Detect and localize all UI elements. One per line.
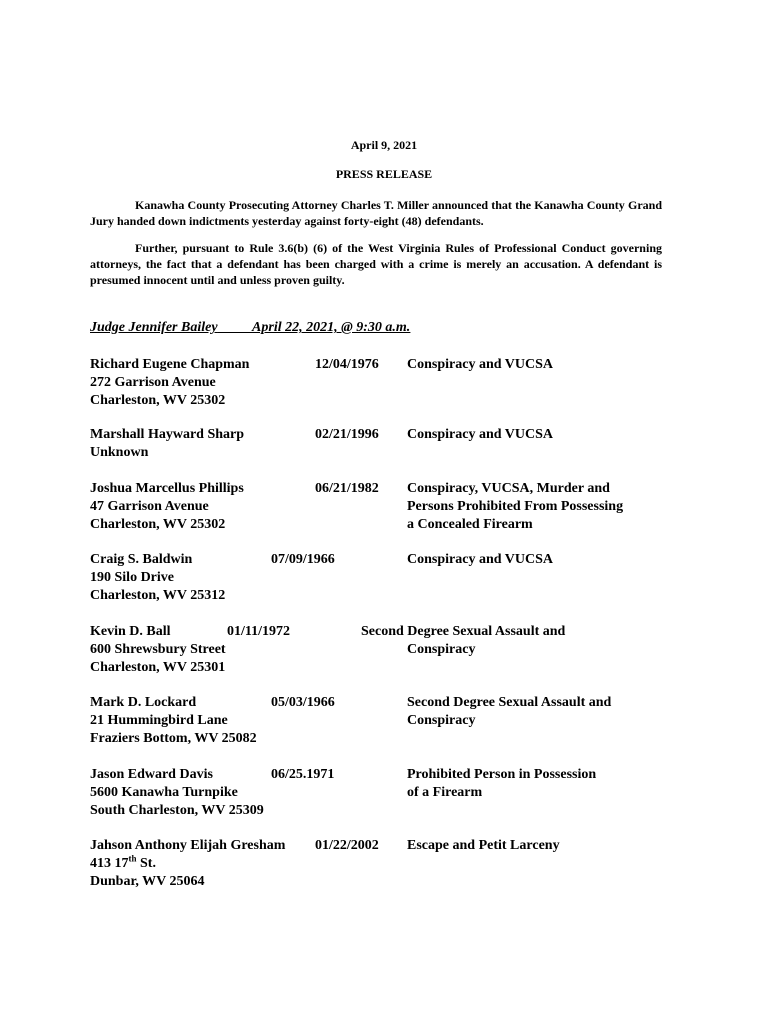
street-suffix: St.: [136, 856, 156, 871]
defendant-address: [90, 855, 156, 873]
judge-heading: [90, 320, 410, 336]
defendant-address: Charleston, WV 25301: [90, 660, 226, 675]
defendant-charge: Conspiracy: [407, 642, 476, 657]
defendant-address: 21 Hummingbird Lane: [90, 713, 228, 728]
release-date: April 9, 2021: [350, 138, 418, 152]
defendant-dob: 01/11/1972: [227, 624, 291, 639]
defendant-dob: 06/21/1982: [315, 481, 379, 496]
defendant-address: South Charleston, WV 25309: [90, 803, 264, 818]
defendant-address: 5600 Kanawha Turnpike: [90, 785, 238, 800]
defendant-address: 47 Garrison Avenue: [90, 499, 209, 514]
defendant-name: Joshua Marcellus Phillips: [90, 481, 244, 496]
defendant-charge: Second Degree Sexual Assault and: [407, 695, 612, 710]
defendant-charge: Second Degree Sexual Assault and: [361, 624, 566, 639]
defendant-name: Jahson Anthony Elijah Gresham: [90, 838, 286, 853]
defendant-dob: 01/22/2002: [315, 838, 379, 853]
defendant-charge: a Concealed Firearm: [407, 517, 533, 532]
defendant-charge: Conspiracy and VUCSA: [407, 357, 553, 372]
defendant-address: Charleston, WV 25302: [90, 517, 226, 532]
street-number: 413 17: [90, 856, 129, 871]
defendant-name: Kevin D. Ball: [90, 624, 171, 639]
defendant-charge: Conspiracy: [407, 713, 476, 728]
defendant-dob: 02/21/1996: [315, 427, 379, 442]
defendant-address: 600 Shrewsbury Street: [90, 642, 226, 657]
defendant-charge: Escape and Petit Larceny: [407, 838, 560, 853]
intro-paragraph: Kanawha County Prosecuting Attorney Charles T. Miller announced that the Kanawha County Grand Jury handed down indictments yesterday against forty-eight (48) defendants.: [90, 198, 662, 228]
release-title: PRESS RELEASE: [335, 167, 433, 181]
defendant-dob: 07/09/1966: [271, 552, 335, 567]
judge-name: Judge Jennifer Bailey: [90, 320, 218, 335]
defendant-name: Richard Eugene Chapman: [90, 357, 250, 372]
defendant-dob: 06/25.1971: [271, 767, 335, 782]
defendant-name: Jason Edward Davis: [90, 767, 213, 782]
defendant-charge: of a Firearm: [407, 785, 483, 800]
defendant-address: Charleston, WV 25302: [90, 393, 226, 408]
defendant-address: Fraziers Bottom, WV 25082: [90, 731, 257, 746]
defendant-address: Unknown: [90, 445, 149, 460]
defendant-charge: Persons Prohibited From Possessing: [407, 499, 624, 514]
defendant-charge: Conspiracy and VUCSA: [407, 427, 553, 442]
defendant-name: Craig S. Baldwin: [90, 552, 193, 567]
defendant-address: 190 Silo Drive: [90, 570, 174, 585]
defendant-address: Dunbar, WV 25064: [90, 874, 205, 889]
hearing-date: April 22, 2021, @ 9:30 a.m.: [252, 320, 411, 335]
defendant-dob: 12/04/1976: [315, 357, 379, 372]
defendant-dob: 05/03/1966: [271, 695, 335, 710]
defendant-address: Charleston, WV 25312: [90, 588, 226, 603]
defendant-charge: Conspiracy, VUCSA, Murder and: [407, 481, 610, 496]
defendant-charge: Conspiracy and VUCSA: [407, 552, 553, 567]
defendant-charge: Prohibited Person in Possession: [407, 767, 597, 782]
ordinal-suffix: th: [128, 853, 137, 864]
defendant-name: Mark D. Lockard: [90, 695, 197, 710]
disclaimer-paragraph: Further, pursuant to Rule 3.6(b) (6) of the West Virginia Rules of Professional Conduct governing attorneys, the fact that a defendant has been charged with a crime is merely an accusation. A defendant is presumed innocent until and unless proven guilty.: [90, 241, 662, 287]
defendant-address: 272 Garrison Avenue: [90, 375, 216, 390]
defendant-name: Marshall Hayward Sharp: [90, 427, 245, 442]
